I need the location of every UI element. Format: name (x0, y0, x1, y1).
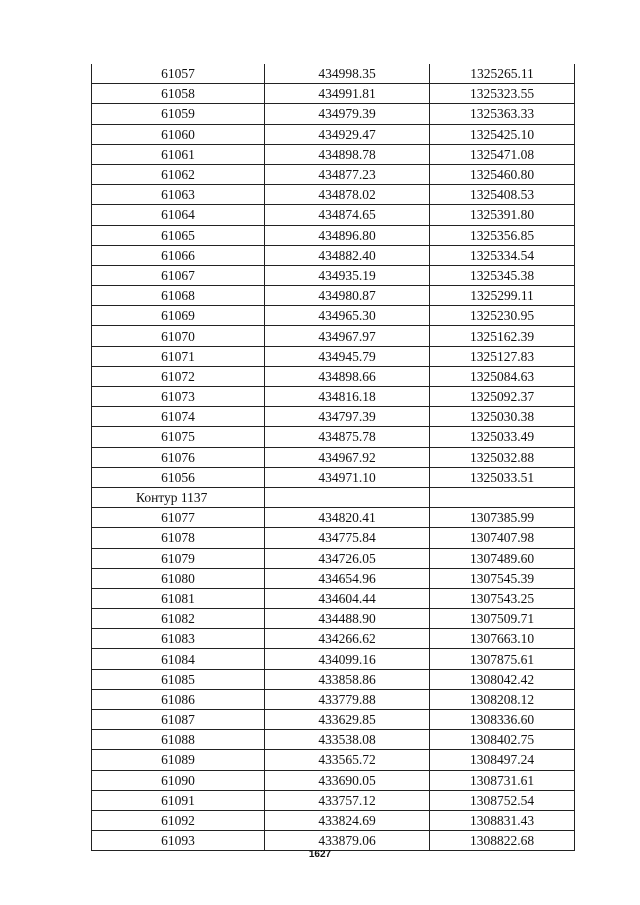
table-row (92, 366, 575, 386)
x-coordinate-cell: 434878.02 (265, 185, 430, 205)
x-coordinate-cell: 433858.86 (265, 669, 430, 689)
table-row (92, 750, 575, 770)
table-row (92, 810, 575, 830)
y-coordinate-cell: 1307875.61 (430, 649, 575, 669)
y-coordinate-cell: 1308208.12 (430, 689, 575, 709)
table-row (92, 205, 575, 225)
y-coordinate-cell: 1307509.71 (430, 609, 575, 629)
point-number-cell: 61059 (92, 104, 265, 124)
y-coordinate-cell: 1325033.49 (430, 427, 575, 447)
point-number-cell: 61061 (92, 144, 265, 164)
point-number-cell: 61079 (92, 548, 265, 568)
x-coordinate-cell: 433824.69 (265, 810, 430, 830)
point-number-cell: 61065 (92, 225, 265, 245)
table-row (92, 831, 575, 851)
point-number-cell: 61058 (92, 84, 265, 104)
point-number-cell: 61076 (92, 447, 265, 467)
table-row (92, 427, 575, 447)
table-row (92, 346, 575, 366)
point-number-cell: 61072 (92, 366, 265, 386)
point-number-cell: 61073 (92, 387, 265, 407)
empty-cell (430, 487, 575, 507)
x-coordinate-cell: 433690.05 (265, 770, 430, 790)
y-coordinate-cell: 1307663.10 (430, 629, 575, 649)
x-coordinate-cell: 434898.78 (265, 144, 430, 164)
point-number-cell: 61066 (92, 245, 265, 265)
y-coordinate-cell: 1325471.08 (430, 144, 575, 164)
table-row (92, 548, 575, 568)
point-number-cell: 61063 (92, 185, 265, 205)
contour-header-row (92, 487, 575, 507)
y-coordinate-cell: 1325345.38 (430, 265, 575, 285)
y-coordinate-cell: 1325084.63 (430, 366, 575, 386)
x-coordinate-cell: 434775.84 (265, 528, 430, 548)
x-coordinate-cell: 434935.19 (265, 265, 430, 285)
y-coordinate-cell: 1308731.61 (430, 770, 575, 790)
x-coordinate-cell: 434896.80 (265, 225, 430, 245)
coordinates-table-body (92, 64, 575, 851)
table-row (92, 185, 575, 205)
y-coordinate-cell: 1307385.99 (430, 508, 575, 528)
table-row (92, 407, 575, 427)
x-coordinate-cell: 434971.10 (265, 467, 430, 487)
table-row (92, 387, 575, 407)
point-number-cell: 61071 (92, 346, 265, 366)
x-coordinate-cell: 434898.66 (265, 366, 430, 386)
x-coordinate-cell: 434998.35 (265, 64, 430, 84)
x-coordinate-cell: 434099.16 (265, 649, 430, 669)
y-coordinate-cell: 1308497.24 (430, 750, 575, 770)
table-row (92, 770, 575, 790)
table-row (92, 64, 575, 84)
point-number-cell: 61091 (92, 790, 265, 810)
point-number-cell: 61082 (92, 609, 265, 629)
y-coordinate-cell: 1325127.83 (430, 346, 575, 366)
table-row (92, 508, 575, 528)
point-number-cell: 61062 (92, 164, 265, 184)
table-row (92, 730, 575, 750)
y-coordinate-cell: 1325162.39 (430, 326, 575, 346)
x-coordinate-cell: 434874.65 (265, 205, 430, 225)
table-row (92, 710, 575, 730)
x-coordinate-cell: 434967.97 (265, 326, 430, 346)
table-row (92, 286, 575, 306)
y-coordinate-cell: 1308336.60 (430, 710, 575, 730)
table-row (92, 669, 575, 689)
table-row (92, 265, 575, 285)
page-number: 1627 (308, 849, 332, 860)
y-coordinate-cell: 1308042.42 (430, 669, 575, 689)
point-number-cell: 61078 (92, 528, 265, 548)
table-row (92, 629, 575, 649)
table-row (92, 124, 575, 144)
x-coordinate-cell: 434654.96 (265, 568, 430, 588)
x-coordinate-cell: 433757.12 (265, 790, 430, 810)
point-number-cell: 61085 (92, 669, 265, 689)
x-coordinate-cell: 434820.41 (265, 508, 430, 528)
table-row (92, 649, 575, 669)
y-coordinate-cell: 1307489.60 (430, 548, 575, 568)
x-coordinate-cell: 434797.39 (265, 407, 430, 427)
table-row (92, 609, 575, 629)
x-coordinate-cell: 433538.08 (265, 730, 430, 750)
y-coordinate-cell: 1325356.85 (430, 225, 575, 245)
y-coordinate-cell: 1325391.80 (430, 205, 575, 225)
x-coordinate-cell: 434945.79 (265, 346, 430, 366)
empty-cell (265, 487, 430, 507)
y-coordinate-cell: 1325230.95 (430, 306, 575, 326)
table-row (92, 568, 575, 588)
table-row (92, 104, 575, 124)
point-number-cell: 61089 (92, 750, 265, 770)
table-row (92, 245, 575, 265)
y-coordinate-cell: 1308402.75 (430, 730, 575, 750)
x-coordinate-cell: 433629.85 (265, 710, 430, 730)
table-row (92, 528, 575, 548)
table-row (92, 84, 575, 104)
contour-label: Контур 1137 (92, 487, 265, 507)
point-number-cell: 61090 (92, 770, 265, 790)
x-coordinate-cell: 434726.05 (265, 548, 430, 568)
y-coordinate-cell: 1307545.39 (430, 568, 575, 588)
table-row (92, 225, 575, 245)
table-row (92, 306, 575, 326)
x-coordinate-cell: 433779.88 (265, 689, 430, 709)
point-number-cell: 61069 (92, 306, 265, 326)
table-row (92, 447, 575, 467)
point-number-cell: 61092 (92, 810, 265, 830)
point-number-cell: 61074 (92, 407, 265, 427)
point-number-cell: 61081 (92, 588, 265, 608)
y-coordinate-cell: 1325033.51 (430, 467, 575, 487)
x-coordinate-cell: 434929.47 (265, 124, 430, 144)
y-coordinate-cell: 1325092.37 (430, 387, 575, 407)
table-row (92, 144, 575, 164)
y-coordinate-cell: 1325363.33 (430, 104, 575, 124)
table-row (92, 326, 575, 346)
y-coordinate-cell: 1308822.68 (430, 831, 575, 851)
point-number-cell: 61088 (92, 730, 265, 750)
y-coordinate-cell: 1325299.11 (430, 286, 575, 306)
x-coordinate-cell: 434965.30 (265, 306, 430, 326)
y-coordinate-cell: 1308831.43 (430, 810, 575, 830)
point-number-cell: 61056 (92, 467, 265, 487)
x-coordinate-cell: 434882.40 (265, 245, 430, 265)
point-number-cell: 61075 (92, 427, 265, 447)
y-coordinate-cell: 1325425.10 (430, 124, 575, 144)
coordinates-table (91, 64, 575, 851)
x-coordinate-cell: 434967.92 (265, 447, 430, 467)
x-coordinate-cell: 433879.06 (265, 831, 430, 851)
point-number-cell: 61087 (92, 710, 265, 730)
x-coordinate-cell: 434877.23 (265, 164, 430, 184)
point-number-cell: 61077 (92, 508, 265, 528)
x-coordinate-cell: 434266.62 (265, 629, 430, 649)
point-number-cell: 61067 (92, 265, 265, 285)
y-coordinate-cell: 1325032.88 (430, 447, 575, 467)
x-coordinate-cell: 434604.44 (265, 588, 430, 608)
y-coordinate-cell: 1325460.80 (430, 164, 575, 184)
point-number-cell: 61064 (92, 205, 265, 225)
point-number-cell: 61070 (92, 326, 265, 346)
x-coordinate-cell: 434488.90 (265, 609, 430, 629)
point-number-cell: 61084 (92, 649, 265, 669)
point-number-cell: 61060 (92, 124, 265, 144)
point-number-cell: 61057 (92, 64, 265, 84)
y-coordinate-cell: 1307407.98 (430, 528, 575, 548)
y-coordinate-cell: 1307543.25 (430, 588, 575, 608)
y-coordinate-cell: 1325323.55 (430, 84, 575, 104)
y-coordinate-cell: 1325334.54 (430, 245, 575, 265)
point-number-cell: 61080 (92, 568, 265, 588)
x-coordinate-cell: 434980.87 (265, 286, 430, 306)
x-coordinate-cell: 434979.39 (265, 104, 430, 124)
table-row (92, 588, 575, 608)
point-number-cell: 61086 (92, 689, 265, 709)
table-row (92, 689, 575, 709)
y-coordinate-cell: 1325030.38 (430, 407, 575, 427)
point-number-cell: 61093 (92, 831, 265, 851)
x-coordinate-cell: 433565.72 (265, 750, 430, 770)
x-coordinate-cell: 434875.78 (265, 427, 430, 447)
x-coordinate-cell: 434991.81 (265, 84, 430, 104)
point-number-cell: 61083 (92, 629, 265, 649)
y-coordinate-cell: 1325408.53 (430, 185, 575, 205)
point-number-cell: 61068 (92, 286, 265, 306)
y-coordinate-cell: 1325265.11 (430, 64, 575, 84)
table-row (92, 164, 575, 184)
y-coordinate-cell: 1308752.54 (430, 790, 575, 810)
x-coordinate-cell: 434816.18 (265, 387, 430, 407)
table-row (92, 467, 575, 487)
table-row (92, 790, 575, 810)
